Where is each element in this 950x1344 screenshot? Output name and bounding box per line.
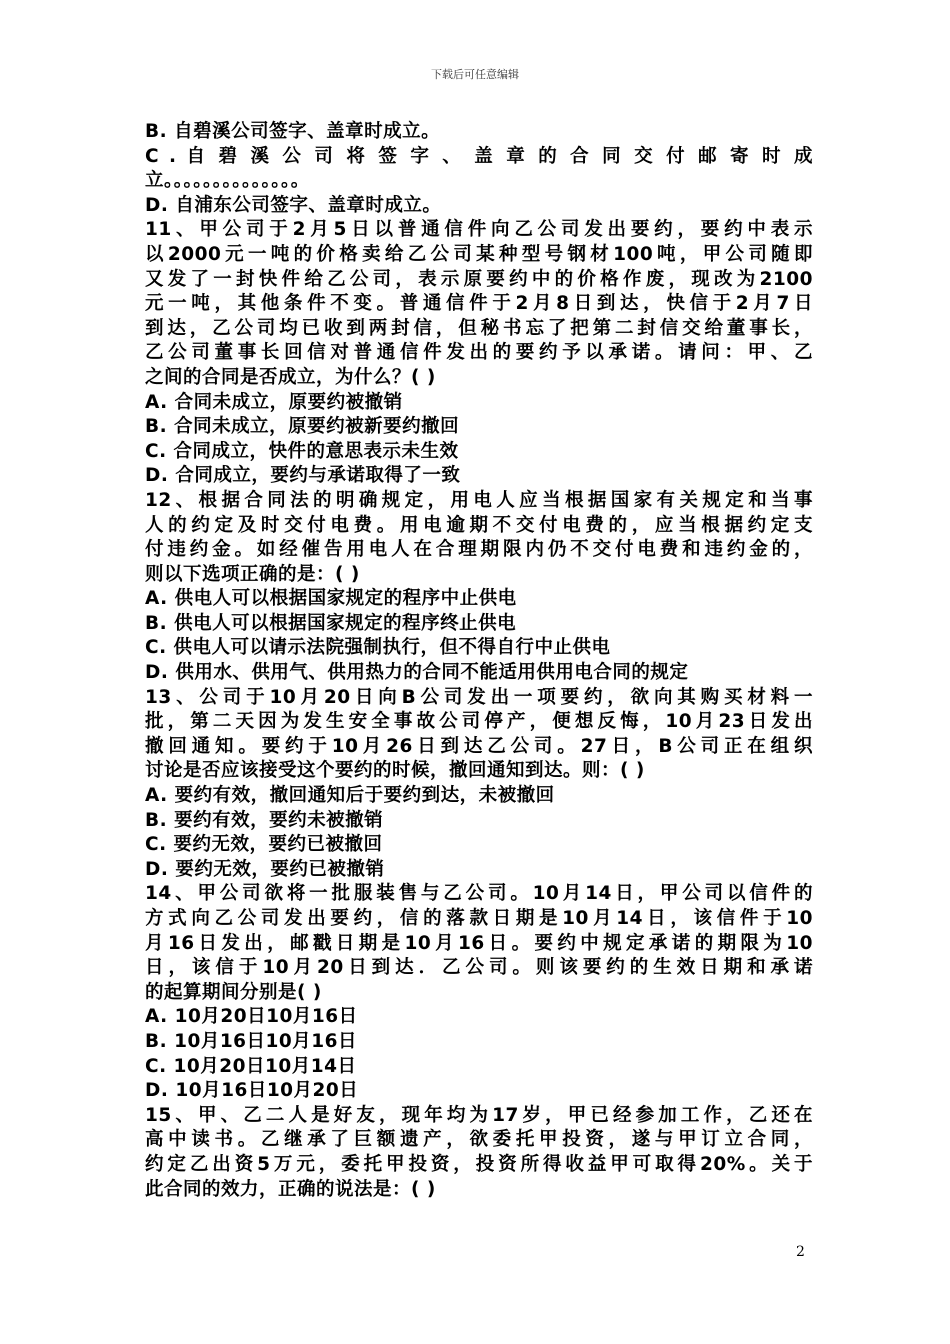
text-line: D. 10月16日10月20日 [145,1080,359,1102]
text-line: D. 供用水、供用气、供用热力的合同不能适用供用电合同的规定 [145,662,689,684]
text-line: 批，第二天因为发生安全事故公司停产，便想反悔，10月23日发出 [145,711,813,733]
text-line: 之间的合同是否成立，为什么？( ) [145,366,436,388]
text-line: 又发了一封快件给乙公司，表示原要约中的价格作废，现改为2100 [145,268,813,290]
text-line: B. 合同未成立，原要约被新要约撤回 [145,416,460,438]
text-line: 14、甲公司欲将一批服装售与乙公司。10月14日，甲公司以信件的 [145,883,813,905]
text-line: C. 合同成立，快件的意思表示未生效 [145,440,459,462]
text-line: 高中读书。乙继承了巨额遗产，欲委托甲投资，遂与甲订立合同， [145,1129,813,1151]
text-line: 月16日发出，邮戳日期是10月16日。要约中规定承诺的期限为10 [145,932,813,954]
text-line: 以2000元一吨的价格卖给乙公司某种型号钢材100吨，甲公司随即 [145,243,813,265]
text-line: D. 要约无效，要约已被撤销 [145,858,385,880]
text-line: 约定乙出资5万元，委托甲投资，投资所得收益甲可取得20%。关于 [145,1153,813,1175]
text-line: A. 10月20日10月16日 [145,1006,358,1028]
text-line: B. 要约有效，要约未被撤销 [145,809,384,831]
text-line: B. 10月16日10月16日 [145,1030,358,1052]
text-line: C. 要约无效，要约已被撤回 [145,834,383,856]
text-line: 的起算期间分别是( ) [145,981,322,1003]
text-line: 立。。。。。。。。。。。。。。 [145,170,310,192]
text-line: D. 自浦东公司签字、盖章时成立。 [145,194,442,216]
text-line: 人的约定及时交付电费。用电逾期不交付电费的，应当根据约定支 [145,514,813,536]
text-line: 13、公司于10月20日向B公司发出一项要约，欲向其购买材料一 [145,686,813,708]
text-line: 到达，乙公司均已收到两封信，但秘书忘了把第二封信交给董事长， [145,317,813,339]
text-line: 15、甲、乙二人是好友，现年均为17岁，甲已经参加工作，乙还在 [145,1104,813,1126]
page-header: 下载后可任意编辑 [431,68,519,81]
text-line: 日，该信于10月20日到达．乙公司。则该要约的生效日期和承诺 [145,957,813,979]
text-line: B. 自碧溪公司签字、盖章时成立。 [145,121,441,142]
text-line: 元一吨，其他条件不变。普通信件于2月8日到达，快信于2月7日 [145,293,813,315]
text-line: 撤回通知。要约于10月26日到达乙公司。27日，B公司正在组织 [145,735,813,757]
text-line: C. 10月20日10月14日 [145,1055,357,1077]
text-line: C. 供电人可以请示法院强制执行，但不得自行中止供电 [145,637,611,659]
text-line: D. 合同成立，要约与承诺取得了一致 [145,465,461,487]
text-line: 11、甲公司于2月5日以普通信件向乙公司发出要约，要约中表示 [145,219,813,241]
text-line: A. 要约有效，撤回通知后于要约到达，未被撤回 [145,785,555,807]
document-body [145,120,813,1202]
text-line: 方式向乙公司发出要约，信的落款日期是10月14日，该信件于10 [145,908,813,929]
page-number: 2 [796,1244,805,1260]
text-line: 则以下选项正确的是：( ) [145,563,360,585]
text-line: B. 供电人可以根据国家规定的程序终止供电 [145,612,517,634]
text-line: A. 供电人可以根据国家规定的程序中止供电 [145,588,517,610]
text-line: 乙公司董事长回信对普通信件发出的要约予以承诺。请问：甲、乙 [145,342,813,364]
text-line: 此合同的效力，正确的说法是：( ) [145,1178,436,1200]
text-line: A. 合同未成立，原要约被撤销 [145,391,403,413]
text-line: 12、根据合同法的明确规定，用电人应当根据国家有关规定和当事 [145,489,813,511]
text-line: C . 自 碧 溪 公 司 将 签 字 、 盖 章 的 合 同 交 付 邮 寄 时 成 [145,145,813,167]
text-line: 付违约金。如经催告用电人在合理期限内仍不交付电费和违约金的， [145,539,813,561]
text-line: 讨论是否应该接受这个要约的时候，撤回通知到达。则：( ) [145,760,645,782]
